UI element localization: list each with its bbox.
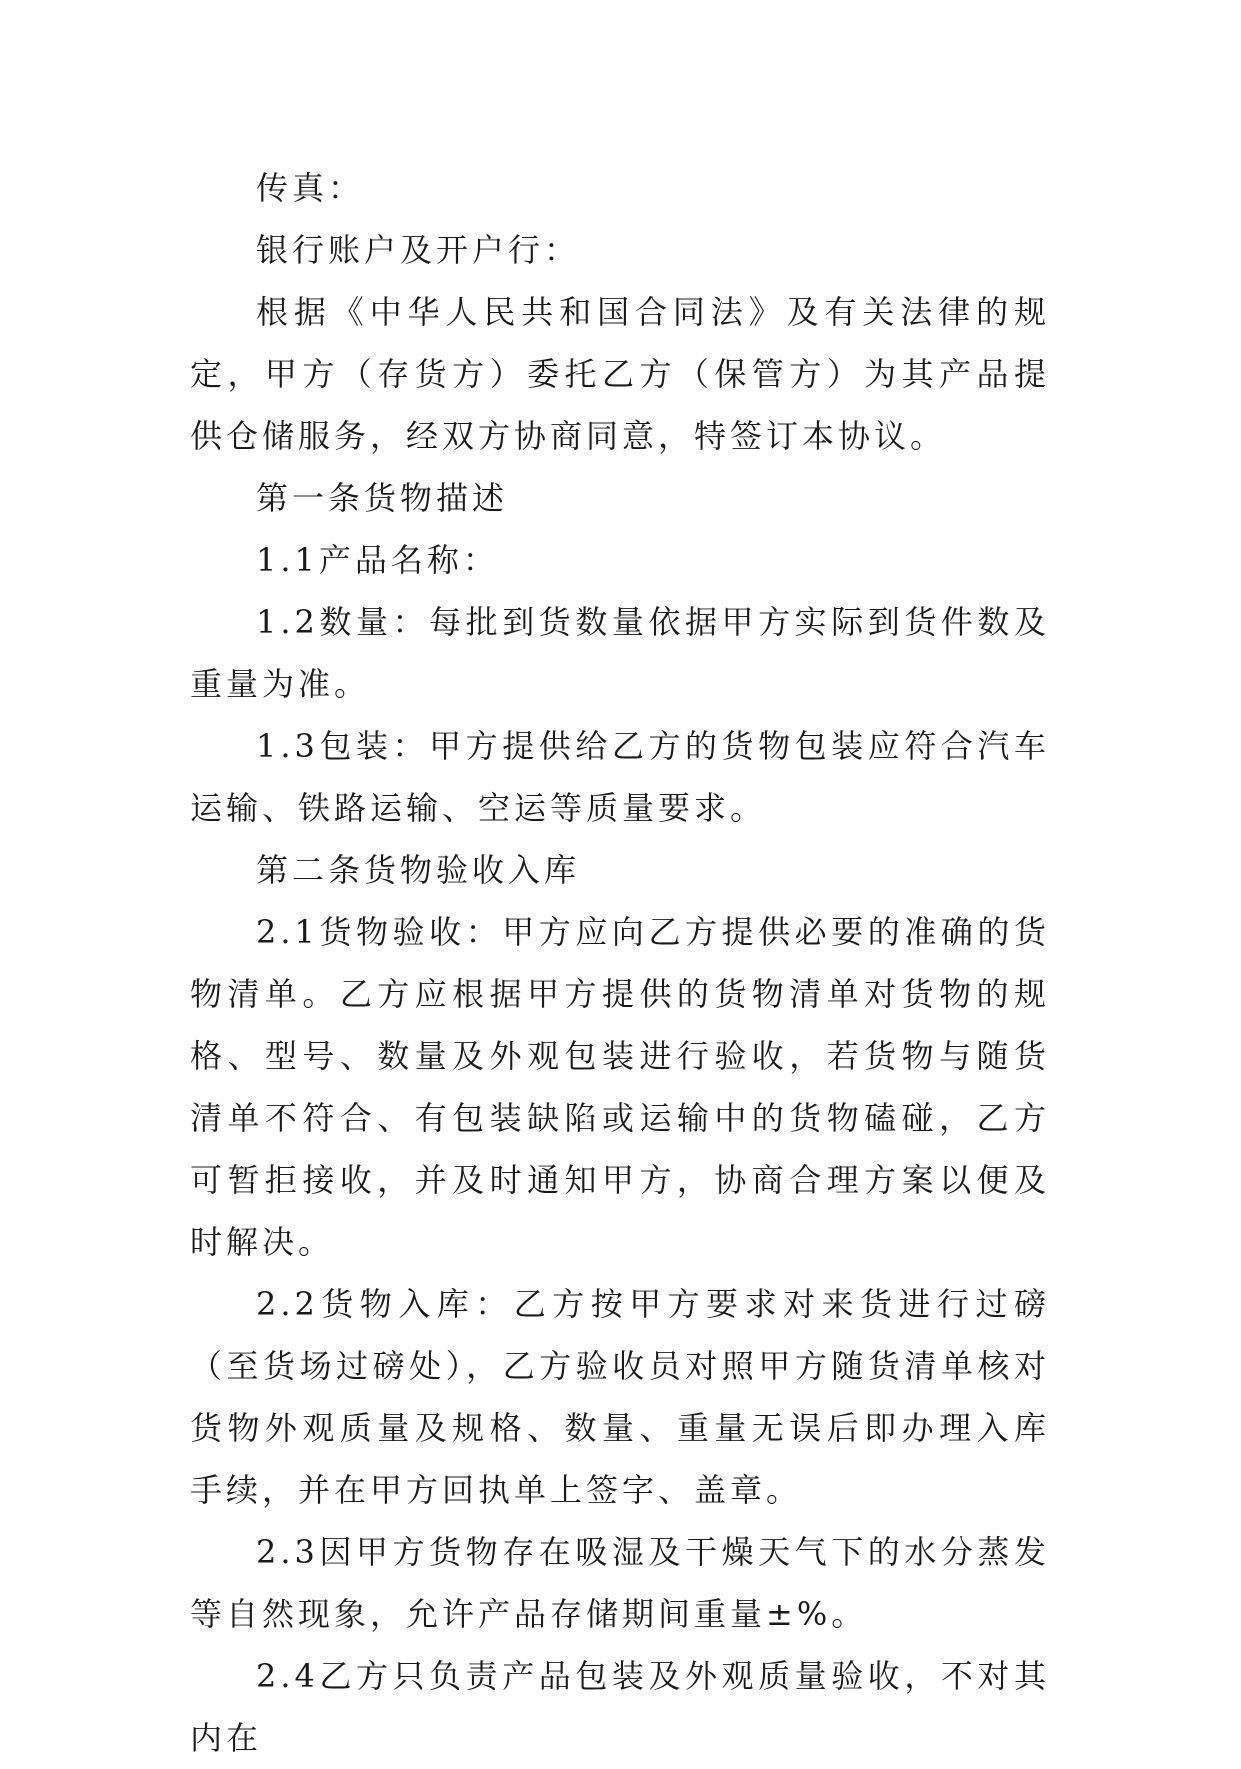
clause-2-4: 2.4乙方只负责产品包装及外观质量验收，不对其内在 <box>190 1657 1050 1757</box>
clause-2-2: 2.2货物入库：乙方按甲方要求对来货进行过磅（至货场过磅处），乙方验收员对照甲方随货清单核对货物外观质量及规格、数量、重量无误后即办理入库手续，并在甲方回执单上签字、盖章。 <box>190 1285 1050 1509</box>
article-2-heading: 第二条货物验收入库 <box>256 851 581 889</box>
clause-2-1: 2.1货物验收：甲方应向乙方提供必要的准确的货物清单。乙方应根据甲方提供的货物清单对货物的规格、型号、数量及外观包装进行验收，若货物与随货清单不符合、有包装缺陷或运输中的货物磕碰，乙方可暂拒接收，并及时通知甲方，协商合理方案以便及时解决。 <box>190 913 1050 1261</box>
article-1-heading: 第一条货物描述 <box>256 479 509 517</box>
fax-line: 传真： <box>256 169 365 207</box>
document-body <box>190 157 1050 1769</box>
clause-2-3: 2.3因甲方货物存在吸湿及干燥天气下的水分蒸发等自然现象，允许产品存储期间重量±%。 <box>190 1533 1050 1633</box>
preamble-paragraph: 根据《中华人民共和国合同法》及有关法律的规定，甲方（存货方）委托乙方（保管方）为其产品提供仓储服务，经双方协商同意，特签订本协议。 <box>190 293 1050 455</box>
clause-1-2: 1.2数量：每批到货数量依据甲方实际到货件数及重量为准。 <box>190 603 1050 703</box>
clause-1-1: 1.1产品名称： <box>256 541 499 579</box>
clause-1-3: 1.3包装：甲方提供给乙方的货物包装应符合汽车运输、铁路运输、空运等质量要求。 <box>190 727 1050 827</box>
bank-account-line: 银行账户及开户行： <box>256 231 581 269</box>
